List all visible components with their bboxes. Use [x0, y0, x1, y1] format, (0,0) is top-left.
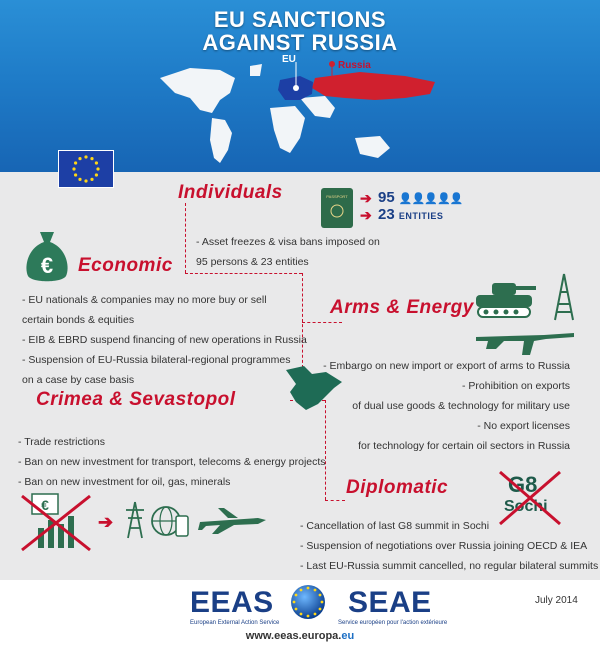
eeas-globe-logo-icon — [283, 582, 333, 622]
arrow-icon: ➔ — [98, 512, 114, 532]
arms-energy-text: - Embargo on new import or export of arms to Russia - Prohibition on exports of dual use goods & technology for military use - No export licenses for technology for certain oil sectors in Russia — [323, 360, 570, 452]
entities-count: 23 ENTITIES — [378, 206, 444, 223]
footer — [0, 580, 600, 646]
world-map-icon — [150, 58, 450, 170]
power-pylon-icon — [124, 500, 146, 540]
eu-flag-icon — [58, 150, 114, 188]
oil-rig-icon — [552, 272, 576, 322]
rifle-icon — [474, 325, 578, 359]
diplomatic-text: - Cancellation of last G8 summit in Sochi - Suspension of negotiations over Russia joining OECD & IEA - Last EU-Russia summit cancelled, no regular bilateral summits — [300, 520, 599, 572]
russia-map-label: Russia — [338, 60, 371, 71]
seae-logo-text: SEAE — [348, 586, 432, 619]
page-title: EU SANCTIONS AGAINST RUSSIA — [202, 7, 398, 55]
g8-sochi-crossed-icon: G8 Sochi — [498, 470, 562, 526]
arrow-icon: ➔ — [360, 207, 372, 223]
publication-date: July 2014 — [535, 595, 578, 606]
airplane-icon — [198, 506, 268, 536]
eeas-subtitle: European External Action Service — [190, 620, 280, 626]
website-link[interactable]: www.eeas.europa.eu — [245, 630, 355, 642]
connector-line — [325, 500, 345, 501]
connector-line — [302, 322, 342, 323]
investment-chart-crossed-icon — [18, 492, 94, 552]
individuals-text: - Asset freezes & visa bans imposed on 95 persons & 23 entities — [196, 236, 380, 268]
persons-icon: 👤👤👤👤👤 — [398, 193, 463, 205]
arms-energy-heading: Arms & Energy — [330, 297, 474, 318]
svg-text:€: € — [40, 253, 54, 278]
connector-line — [185, 203, 186, 273]
globe-phone-icon — [150, 502, 190, 540]
connector-line — [185, 273, 302, 274]
diplomatic-heading: Diplomatic — [346, 477, 449, 498]
passport-icon — [320, 187, 354, 229]
svg-text:PASSPORT: PASSPORT — [326, 194, 348, 199]
svg-text:€: € — [41, 497, 49, 513]
eeas-logo-text: EEAS — [190, 586, 274, 619]
crimea-text: - Trade restrictions - Ban on new investment for transport, telecoms & energy projects - Ban on new investment for oil, gas, minerals — [18, 436, 326, 488]
seae-subtitle: Service européen pour l'action extérieure — [338, 620, 448, 626]
economic-heading: Economic — [78, 255, 173, 276]
eu-map-label: EU — [282, 54, 296, 65]
crimea-map-icon — [282, 362, 346, 414]
header-banner — [0, 0, 600, 172]
individuals-heading: Individuals — [178, 182, 283, 203]
money-bag-icon — [22, 228, 72, 284]
persons-count: 95 👤👤👤👤👤 — [378, 189, 463, 206]
crimea-heading: Crimea & Sevastopol — [36, 389, 236, 410]
arrow-icon: ➔ — [360, 190, 372, 206]
economic-text: - EU nationals & companies may no more buy or sell certain bonds & equities - EIB & EBRD suspend financing of new operations in Russia - Suspension of EU-Russia bilateral-regional programmes on a case by case basis — [22, 294, 307, 386]
tank-icon — [472, 275, 538, 319]
